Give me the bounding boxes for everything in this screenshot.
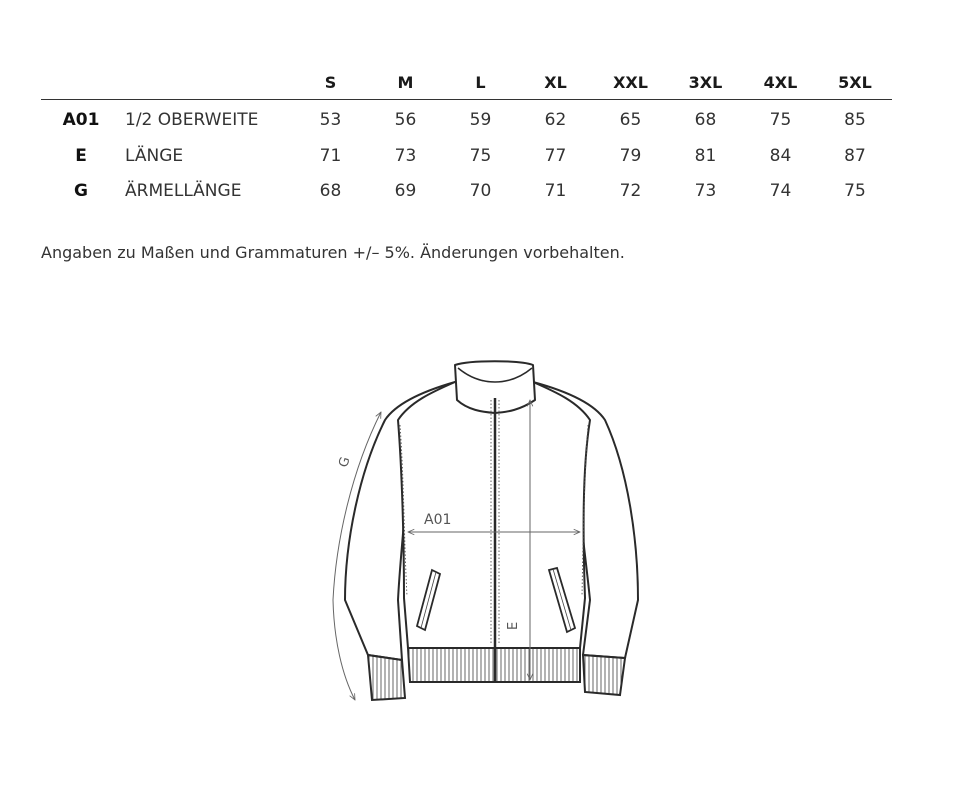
header-size-m: M [368, 66, 443, 100]
row-code: A01 [62, 110, 100, 130]
table-cell: 62 [544, 110, 567, 130]
table-row [41, 138, 892, 173]
header-size-5xl: 5XL [818, 66, 892, 100]
table-cell: 69 [394, 180, 417, 201]
row-label: 1/2 OBERWEITE [125, 110, 259, 130]
tolerance-note: Angaben zu Maßen und Grammaturen +/– 5%. Änderungen vorbehalten. [41, 243, 625, 262]
table-cell: 70 [469, 180, 492, 201]
table-cell: 73 [694, 180, 717, 201]
table-cell: 71 [544, 180, 567, 201]
table-cell: 59 [469, 110, 492, 130]
header-code [41, 66, 121, 100]
measure-label-a01: A01 [424, 512, 452, 528]
header-size-l: L [443, 66, 518, 100]
table-cell: 87 [844, 145, 866, 166]
table-cell: 68 [694, 110, 717, 130]
jacket-diagram [320, 350, 650, 710]
header-size-4xl: 4XL [743, 66, 818, 100]
table-cell: 85 [844, 110, 866, 130]
table-cell: 77 [544, 145, 567, 166]
row-label: LÄNGE [125, 145, 184, 166]
header-size-3xl: 3XL [668, 66, 743, 100]
table-row [41, 100, 892, 139]
table-header-row [41, 66, 892, 100]
table-cell: 75 [844, 180, 866, 201]
row-code: G [74, 180, 88, 201]
table-cell: 74 [769, 180, 792, 201]
table-cell: 81 [694, 145, 717, 166]
table-cell: 73 [394, 145, 417, 166]
table-cell: 79 [619, 145, 642, 166]
row-code: E [75, 145, 87, 166]
table-cell: 75 [769, 110, 792, 130]
header-label [121, 66, 293, 100]
waistband [408, 648, 580, 682]
header-size-s: S [293, 66, 368, 100]
header-size-xl: XL [518, 66, 593, 100]
table-cell: 71 [319, 145, 342, 166]
size-table [41, 66, 892, 208]
table-cell: 72 [619, 180, 642, 201]
table-cell: 65 [619, 110, 642, 130]
jacket-outline [345, 361, 638, 660]
measure-label-g: G [336, 455, 354, 470]
right-cuff [583, 655, 625, 695]
table-cell: 84 [769, 145, 792, 166]
table-row [41, 173, 892, 208]
header-size-xxl: XXL [593, 66, 668, 100]
left-cuff [368, 655, 405, 700]
table-cell: 56 [394, 110, 417, 130]
table-cell: 68 [319, 180, 342, 201]
row-label: ÄRMELLÄNGE [125, 180, 242, 201]
measure-label-e: E [506, 621, 521, 630]
table-cell: 75 [469, 145, 492, 166]
table-cell: 53 [319, 110, 342, 130]
